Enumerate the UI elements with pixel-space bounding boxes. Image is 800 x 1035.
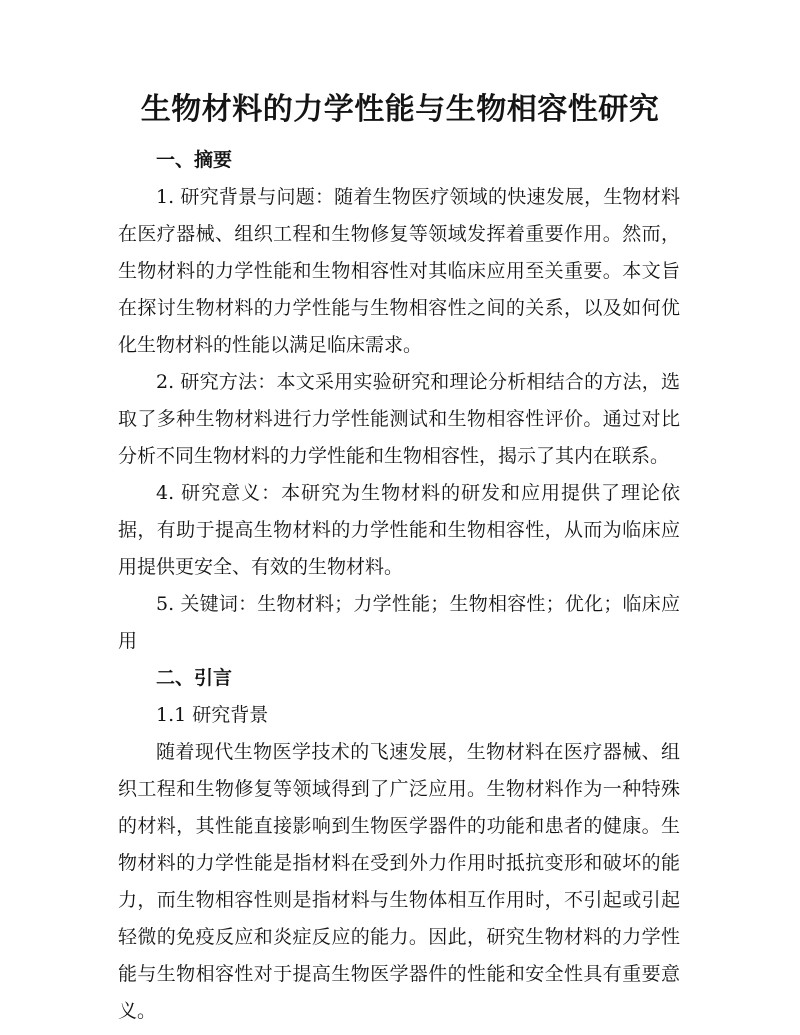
section-heading-abstract: 一、摘要 (156, 149, 233, 171)
introduction-paragraph: 随着现代生物医学技术的飞速发展，生物材料在医疗器械、组织工程和生物修复等领域得到了广泛应用。生物材料作为一种特殊的材料，其性能直接影响到生物医学器件的功能和患者的健康。生物材料的力学性能是指材料在受到外力作用时抵抗变形和破坏的能力，而生物相容性则是指材料与生物体相互作用时，不引起或引起轻微的免疫反应和炎症反应的能力。因此，研究生物材料的力学性能与生物相容性对于提高生物医学器件的性能和安全性具有重要意义。 (118, 741, 680, 1022)
subsection-heading-background: 1.1 研究背景 (156, 704, 269, 726)
document-title: 生物材料的力学性能与生物相容性研究 (140, 92, 660, 127)
abstract-paragraph-background: 1. 研究背景与问题：随着生物医疗领域的快速发展，生物材料在医疗器械、组织工程和生物修复等领域发挥着重要作用。然而，生物材料的力学性能和生物相容性对其临床应用至关重要。本文旨在探讨生物材料的力学性能与生物相容性之间的关系，以及如何优化生物材料的性能以满足临床需求。 (118, 186, 680, 356)
abstract-paragraph-method: 2. 研究方法：本文采用实验研究和理论分析相结合的方法，选取了多种生物材料进行力学性能测试和生物相容性评价。通过对比分析不同生物材料的力学性能和生物相容性，揭示了其内在联系。 (118, 371, 680, 467)
abstract-paragraph-significance: 4. 研究意义：本研究为生物材料的研发和应用提供了理论依据，有助于提高生物材料的力学性能和生物相容性，从而为临床应用提供更安全、有效的生物材料。 (118, 482, 680, 578)
abstract-paragraph-keywords: 5. 关键词：生物材料；力学性能；生物相容性；优化；临床应用 (118, 593, 680, 652)
document-body (118, 142, 680, 1030)
section-heading-introduction: 二、引言 (156, 667, 233, 689)
